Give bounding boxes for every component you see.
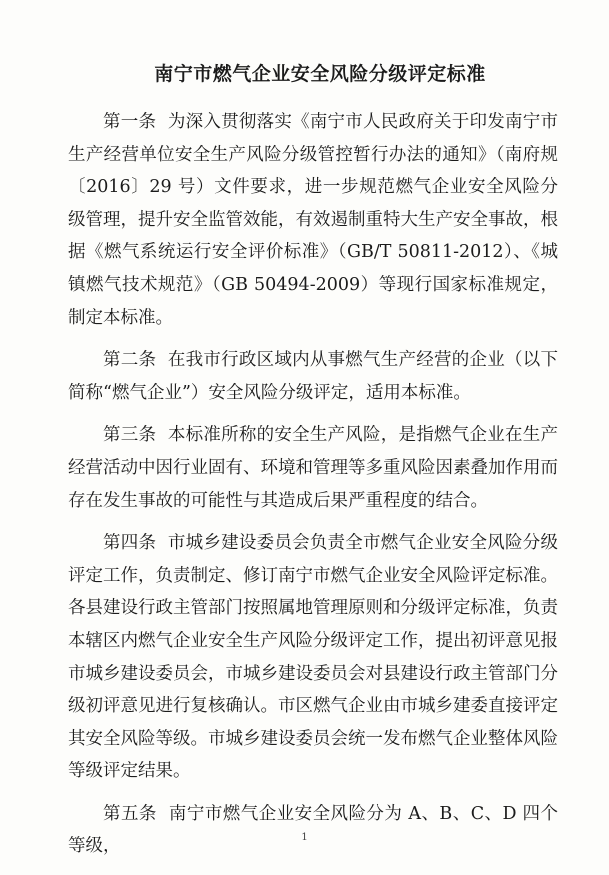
- article-text: 为深入贯彻落实《南宁市人民政府关于印发南宁市生产经营单位安全生产风险分级管控暂行办法的通知》（南府规〔2016〕29 号）文件要求，进一步规范燃气企业安全风险分级管理，提升安全监管效能，有效遏制重特大生产安全事故，根据《燃气系统运行安全评价标准》（GB/T 50811-2012）、《城镇燃气技术规范》（GB 50494-2009）等现行国家标准规定，制定本标准。: [68, 112, 558, 328]
- article-label: 第五条: [103, 803, 157, 824]
- article-4: [68, 527, 558, 788]
- article-text: 在我市行政区域内从事燃气生产经营的企业（以下简称“燃气企业”）安全风险分级评定，适用本标准。: [68, 350, 558, 403]
- article-label: 第二条: [103, 350, 157, 371]
- article-5: [68, 798, 558, 863]
- article-label: 第一条: [103, 112, 157, 132]
- document-body: [68, 106, 558, 873]
- document-title: 南宁市燃气企业安全风险分级评定标准: [154, 63, 486, 85]
- article-text: 南宁市燃气企业安全风险分为 A、B、C、D 四个等级，: [68, 803, 558, 857]
- article-label: 第四条: [103, 533, 157, 554]
- article-3: [68, 419, 558, 517]
- article-1: [68, 106, 558, 334]
- article-label: 第三条: [103, 425, 157, 446]
- page-number: 1: [301, 832, 308, 843]
- article-text: 本标准所称的安全生产风险，是指燃气企业在生产经营活动中因行业固有、环境和管理等多重风险因素叠加作用而存在发生事故的可能性与其造成后果严重程度的结合。: [68, 425, 558, 511]
- article-2: [68, 344, 558, 409]
- article-text: 市城乡建设委员会负责全市燃气企业安全风险分级评定工作，负责制定、修订南宁市燃气企业安全风险评定标准。各县建设行政主管部门按照属地管理原则和分级评定标准，负责本辖区内燃气企业安全生产风险分级评定工作，提出初评意见报市城乡建设委员会，市城乡建设委员会对县建设行政主管部门分级初评意见进行复核确认。市区燃气企业由市城乡建委直接评定其安全风险等级。市城乡建设委员会统一发布燃气企业整体风险等级评定结果。: [68, 533, 558, 782]
